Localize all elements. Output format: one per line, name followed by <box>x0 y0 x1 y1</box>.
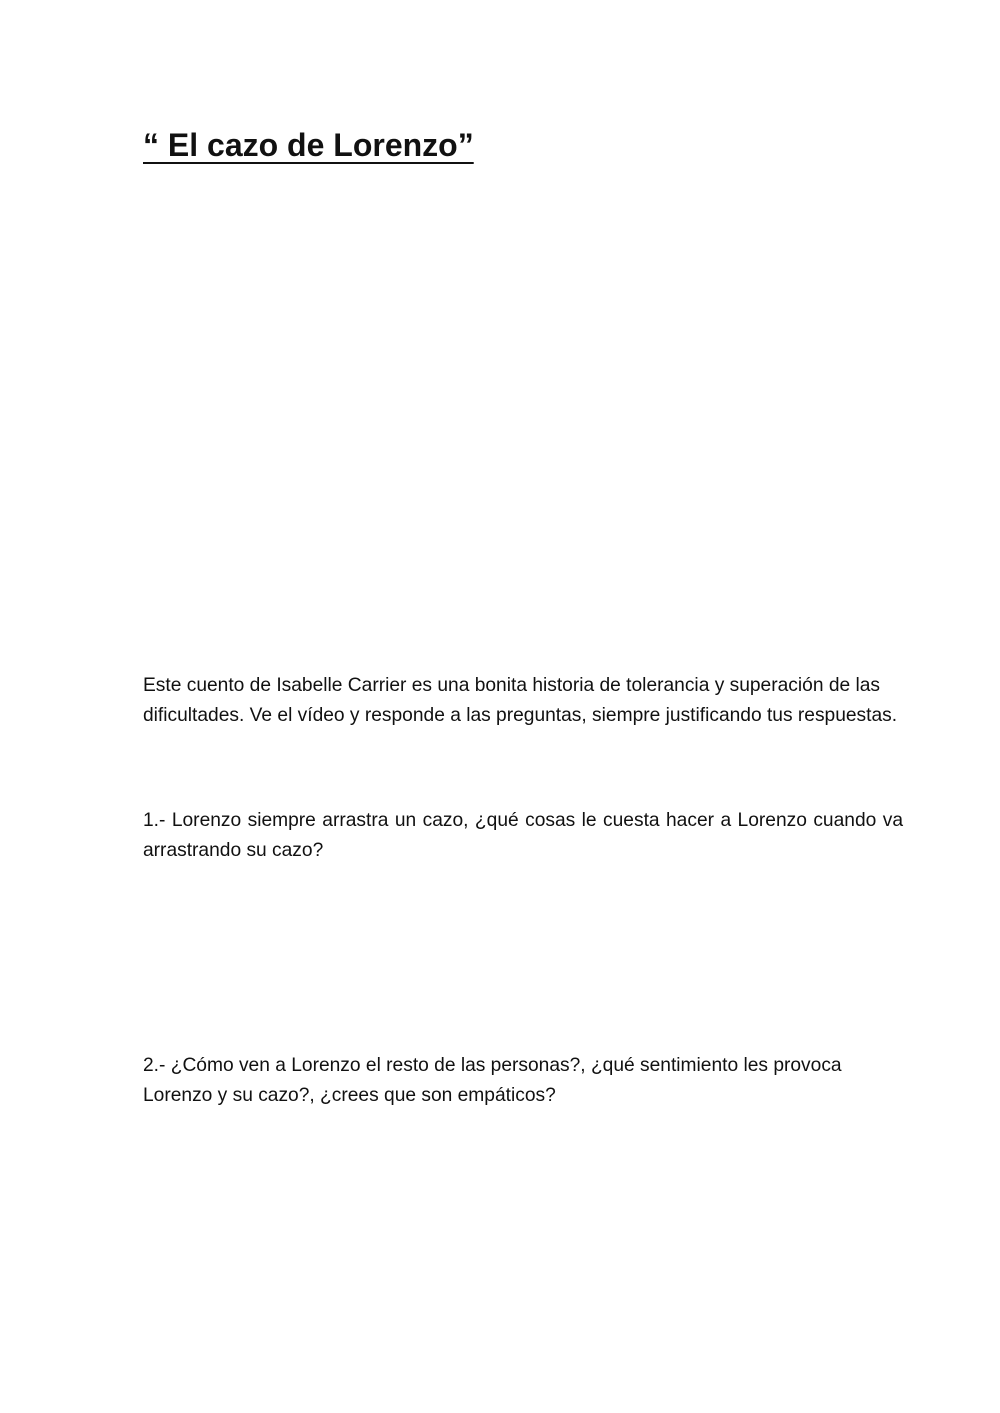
question-1: 1.- Lorenzo siempre arrastra un cazo, ¿qué cosas le cuesta hacer a Lorenzo cuando va arrastrando su cazo? <box>143 810 903 861</box>
question-2: 2.- ¿Cómo ven a Lorenzo el resto de las personas?, ¿qué sentimiento les provoca Lorenzo y su cazo?, ¿crees que son empáticos? <box>143 1055 842 1106</box>
intro-paragraph: Este cuento de Isabelle Carrier es una bonita historia de tolerancia y superación de las dificultades. Ve el vídeo y responde a las preguntas, siempre justificando tus respuestas. <box>143 675 898 726</box>
document-title: “ El cazo de Lorenzo” <box>143 127 474 163</box>
